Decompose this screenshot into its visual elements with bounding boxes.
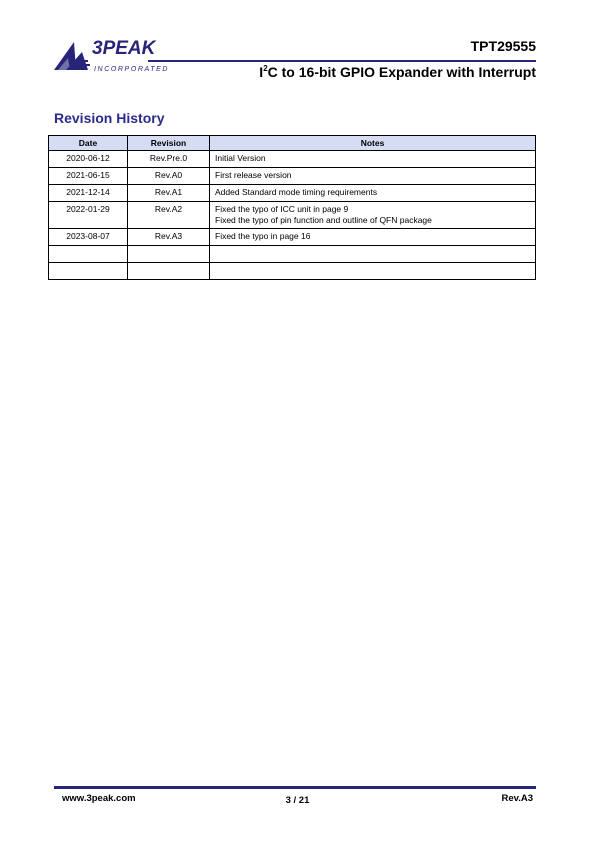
note-line: Fixed the typo in page 16	[215, 231, 311, 241]
table-row	[49, 229, 536, 246]
part-number: TPT29555	[470, 38, 536, 54]
table-row	[49, 202, 536, 229]
cell-date	[49, 263, 128, 280]
cell-notes	[210, 168, 536, 185]
footer-website-link[interactable]: www.3peak.com	[62, 793, 136, 804]
section-heading: Revision History	[54, 110, 165, 126]
header-rule	[148, 60, 536, 62]
cell-notes	[210, 246, 536, 263]
table-row-empty	[49, 263, 536, 280]
cell-notes	[210, 185, 536, 202]
cell-revision: Rev.Pre.0	[128, 151, 210, 168]
title-superscript: 2	[263, 64, 268, 73]
table-row	[49, 185, 536, 202]
cell-revision	[128, 246, 210, 263]
cell-date: 2023-08-07	[49, 229, 128, 246]
cell-date: 2022-01-29	[49, 202, 128, 229]
cell-revision: Rev.A1	[128, 185, 210, 202]
title-rest: C to 16-bit GPIO Expander with Interrupt	[267, 64, 536, 80]
table-row-empty	[49, 246, 536, 263]
logo-subtext: INCORPORATED	[94, 66, 170, 73]
document-title	[259, 64, 536, 80]
cell-revision: Rev.A2	[128, 202, 210, 229]
note-line: Fixed the typo of ICC unit in page 9	[215, 204, 349, 214]
footer-rule	[54, 786, 536, 789]
note-line: Initial Version	[215, 153, 266, 163]
note-line: First release version	[215, 170, 292, 180]
3peak-logo-icon	[52, 36, 176, 76]
cell-date	[49, 246, 128, 263]
cell-date: 2021-06-15	[49, 168, 128, 185]
cell-revision: Rev.A3	[128, 229, 210, 246]
cell-revision	[128, 263, 210, 280]
title-prefix: I	[259, 64, 264, 80]
note-line: Fixed the typo of pin function and outline of QFN package	[215, 215, 432, 225]
cell-revision: Rev.A0	[128, 168, 210, 185]
company-logo	[52, 36, 176, 76]
column-header-notes: Notes	[210, 136, 536, 151]
column-header-date: Date	[49, 136, 128, 151]
cell-date: 2020-06-12	[49, 151, 128, 168]
table-row	[49, 168, 536, 185]
logo-wordmark: 3PEAK	[92, 38, 156, 59]
cell-notes	[210, 229, 536, 246]
column-header-revision: Revision	[128, 136, 210, 151]
revision-history-table	[48, 135, 536, 280]
cell-notes	[210, 151, 536, 168]
cell-notes	[210, 202, 536, 229]
cell-notes	[210, 263, 536, 280]
footer-page-number: 3 / 21	[285, 795, 310, 806]
note-line: Added Standard mode timing requirements	[215, 187, 378, 197]
cell-date: 2021-12-14	[49, 185, 128, 202]
table-header-row	[49, 136, 536, 151]
table-row	[49, 151, 536, 168]
footer-revision: Rev.A3	[501, 793, 533, 804]
